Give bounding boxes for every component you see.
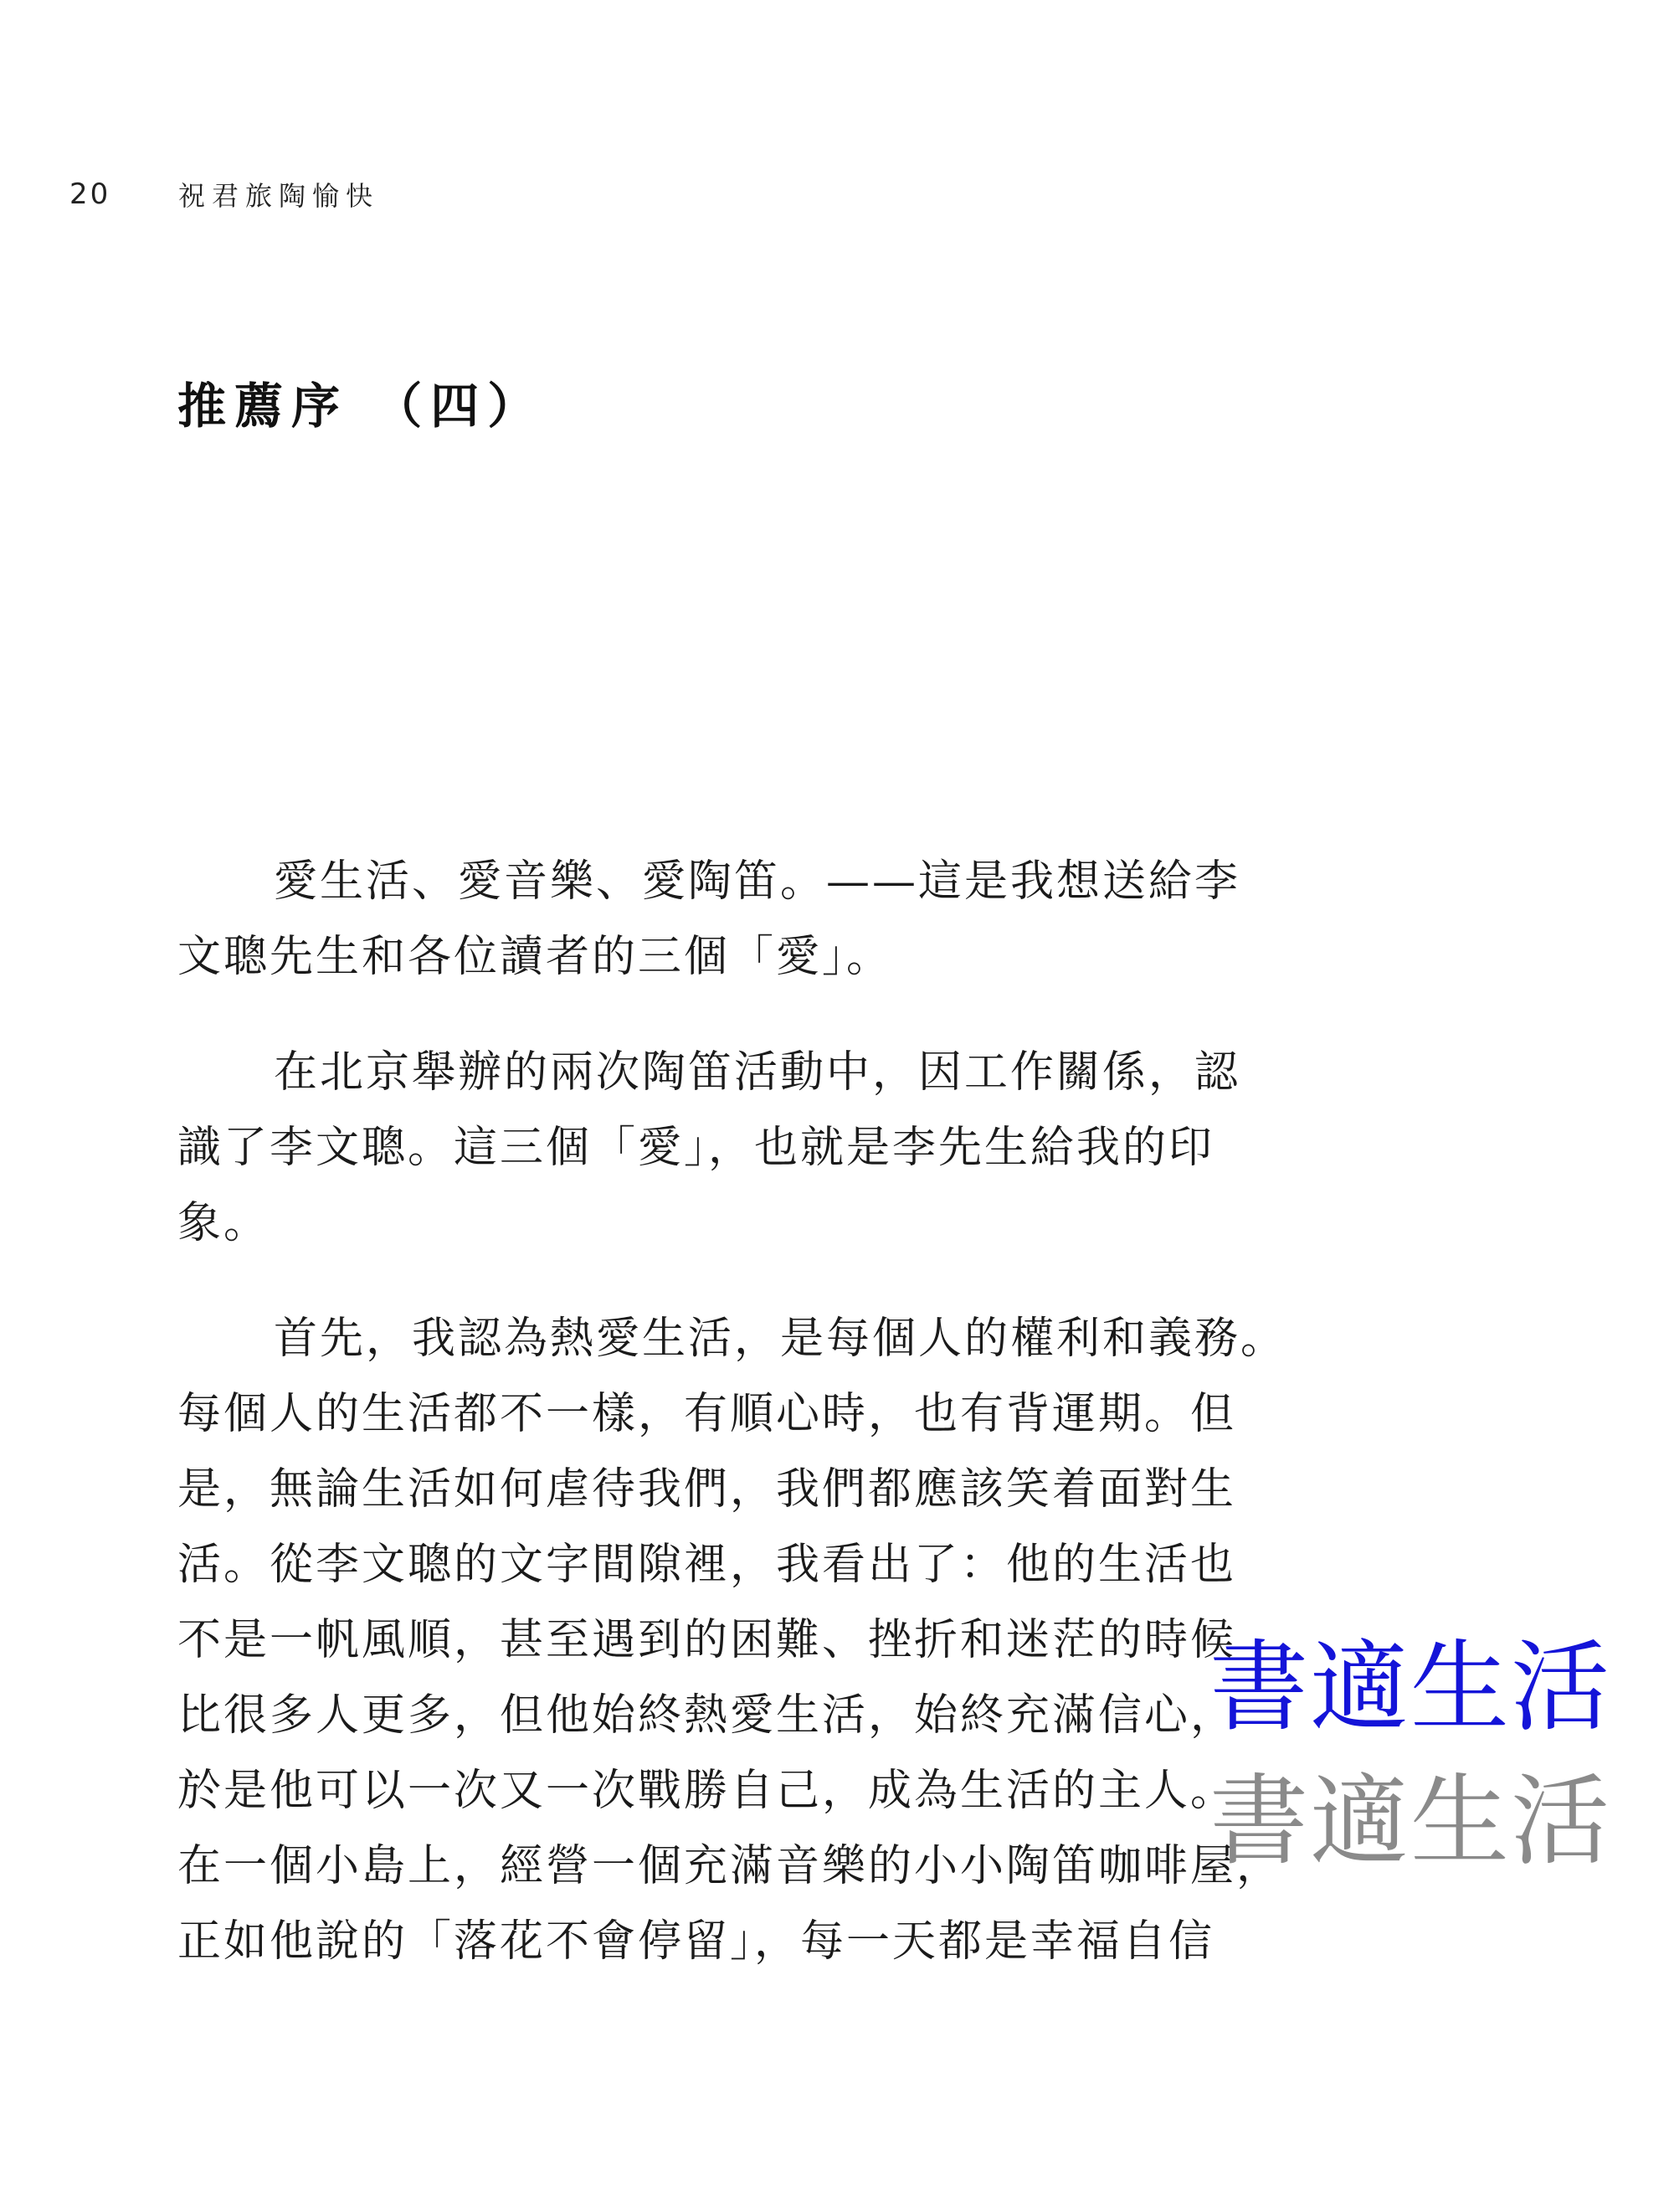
book-title: 祝君旅陶愉快 — [178, 180, 380, 212]
paragraph-line: 不是一帆風順，甚至遇到的困難、挫折和迷茫的時候 — [177, 1615, 1237, 1665]
watermark-gray: 書適生活 — [1209, 1763, 1612, 1879]
paragraph-1 — [177, 844, 1307, 995]
body-text — [177, 844, 1307, 1979]
paragraph-line: 在一個小島上，經營一個充滿音樂的小小陶笛咖啡屋， — [177, 1841, 1283, 1891]
paragraph-line: 識了李文聰。這三個「愛」，也就是李先生給我的印 — [177, 1123, 1215, 1173]
paragraph-line: 在北京舉辦的兩次陶笛活動中，因工作關係，認 — [274, 1047, 1241, 1098]
paragraph-line: 愛生活、愛音樂、愛陶笛。——這是我想送給李 — [274, 857, 1241, 907]
page-number: 20 — [69, 177, 111, 211]
paragraph-line: 首先，我認為熱愛生活，是每個人的權利和義務。 — [274, 1314, 1287, 1364]
paragraph-line: 於是他可以一次又一次戰勝自己，成為生活的主人。 — [177, 1766, 1237, 1816]
paragraph-3 — [177, 1301, 1307, 1979]
watermark-blue: 書適生活 — [1209, 1629, 1612, 1745]
paragraph-line: 正如他說的「落花不會停留」，每一天都是幸福自信 — [177, 1916, 1215, 1967]
running-header — [69, 169, 379, 219]
paragraph-line: 是，無論生活如何虐待我們，我們都應該笑着面對生 — [177, 1464, 1237, 1515]
paragraph-line: 每個人的生活都不一樣，有順心時，也有背運期。但 — [177, 1389, 1237, 1439]
paragraph-2 — [177, 1035, 1307, 1261]
paragraph-line: 活。從李文聰的文字間隙裡，我看出了：他的生活也 — [177, 1540, 1237, 1590]
paragraph-line: 文聰先生和各位讀者的三個「愛」。 — [177, 932, 893, 982]
section-title: 推薦序 （四） — [177, 378, 545, 435]
paragraph-line: 比很多人更多，但他始終熱愛生活，始終充滿信心， — [177, 1690, 1237, 1741]
paragraph-line: 象。 — [177, 1198, 270, 1248]
